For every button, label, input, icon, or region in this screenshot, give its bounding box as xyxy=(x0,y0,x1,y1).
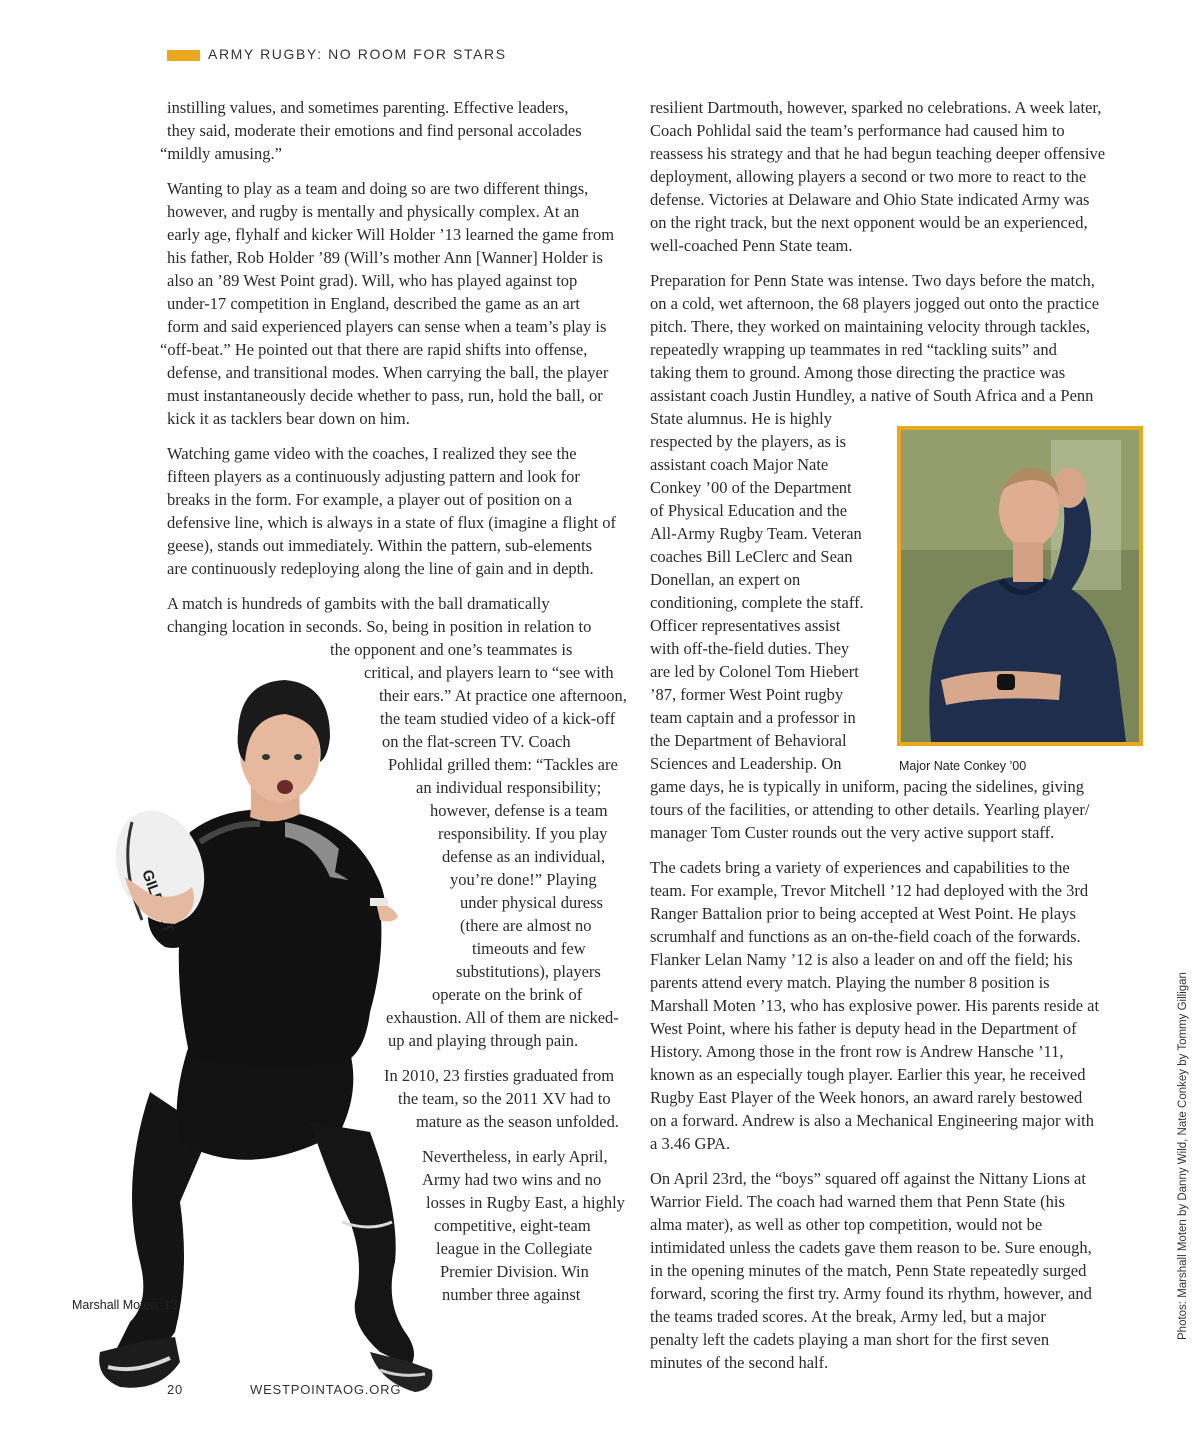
text-line: defensive line, which is always in a state of flux (imagine a flight of xyxy=(167,513,617,532)
text-line: an individual responsibility; xyxy=(416,778,602,797)
text-line: assistant coach Major Nate xyxy=(650,455,829,474)
text-line: Sciences and Leadership. On xyxy=(650,754,842,773)
footer-site: WESTPOINTAOG.ORG xyxy=(250,1382,402,1397)
text-line: repeatedly wrapping up teammates in red “tackling suits” and xyxy=(650,340,1057,359)
text-line: Marshall Moten ’13, who has explosive power. His parents reside at xyxy=(650,996,1100,1015)
text-line: team. For example, Trevor Mitchell ’12 had deployed with the 3rd xyxy=(650,881,1089,900)
text-line: coaches Bill LeClerc and Sean xyxy=(650,547,853,566)
text-line: In 2010, 23 firsties graduated from xyxy=(384,1066,615,1085)
text-line: in the opening minutes of the match, Penn State repeatedly surged xyxy=(650,1261,1087,1280)
paragraph xyxy=(160,96,638,165)
paragraph xyxy=(650,96,1120,257)
text-line: substitutions), players xyxy=(456,962,601,981)
paragraph xyxy=(160,1064,638,1133)
text-line: mature as the season unfolded. xyxy=(416,1112,619,1131)
text-line: on a cold, wet afternoon, the 68 players jogged out onto the practice xyxy=(650,294,1100,313)
text-line: reassess his strategy and that he had begun teaching deeper offensive xyxy=(650,144,1106,163)
text-line: of Physical Education and the xyxy=(650,501,848,520)
text-line: timeouts and few xyxy=(472,939,586,958)
text-line: losses in Rugby East, a highly xyxy=(426,1193,625,1212)
text-line: assistant coach Justin Hundley, a native of South Africa and a Penn xyxy=(650,386,1094,405)
header-accent-bar xyxy=(167,50,200,61)
text-line: under physical duress xyxy=(460,893,603,912)
text-line: known as an especially tough player. Earlier this year, he received xyxy=(650,1065,1086,1084)
text-line: exhaustion. All of them are nicked- xyxy=(386,1008,619,1027)
text-line: game days, he is typically in uniform, pacing the sidelines, giving xyxy=(650,777,1084,796)
text-line: defense. Victories at Delaware and Ohio State indicated Army was xyxy=(650,190,1090,209)
text-line: are led by Colonel Tom Hiebert xyxy=(650,662,859,681)
text-line: All-Army Rugby Team. Veteran xyxy=(650,524,862,543)
text-line: under-17 competition in England, described the game as an art xyxy=(167,294,580,313)
text-line: early age, flyhalf and kicker Will Holder ’13 learned the game from xyxy=(167,225,615,244)
text-line: changing location in seconds. So, being in position in relation to xyxy=(167,617,592,636)
text-line: are continuously redeploying along the line of gain and in depth. xyxy=(167,559,594,578)
text-line: respected by the players, as is xyxy=(650,432,847,451)
text-line: defense, and transitional modes. When carrying the ball, the player xyxy=(167,363,609,382)
text-line: Army had two wins and no xyxy=(422,1170,602,1189)
text-line: a 3.46 GPA. xyxy=(650,1134,731,1153)
text-line: number three against xyxy=(442,1285,581,1304)
text-line: forward, scoring the first try. Army found its rhythm, however, and xyxy=(650,1284,1092,1303)
text-line: pitch. There, they worked on maintaining velocity through tackles, xyxy=(650,317,1091,336)
text-line: A match is hundreds of gambits with the ball dramatically xyxy=(167,594,550,613)
text-line: On April 23rd, the “boys” squared off against the Nittany Lions at xyxy=(650,1169,1086,1188)
text-line: on the flat-screen TV. Coach xyxy=(382,732,571,751)
text-line: the opponent and one’s teammates is xyxy=(330,640,573,659)
page-number: 20 xyxy=(167,1382,184,1397)
text-line: they said, moderate their emotions and find personal accolades xyxy=(167,121,582,140)
paragraph xyxy=(650,856,1120,1155)
text-line: well-coached Penn State team. xyxy=(650,236,853,255)
text-line: Rugby East Player of the Week honors, an award rarely bestowed xyxy=(650,1088,1083,1107)
text-line: you’re done!” Playing xyxy=(450,870,597,889)
text-line: Officer representatives assist xyxy=(650,616,841,635)
article-left-column xyxy=(160,96,638,1318)
text-line: The cadets bring a variety of experiences and capabilities to the xyxy=(650,858,1070,877)
photo-credit: Photos: Marshall Moten by Danny Wild, Nate Conkey by Tommy Gilligan xyxy=(1177,972,1189,1340)
text-line: West Point, where his father is deputy head in the Department of xyxy=(650,1019,1077,1038)
text-line: on the right track, but the next opponent would be an experienced, xyxy=(650,213,1088,232)
text-line: kick it as tacklers bear down on him. xyxy=(167,409,410,428)
text-line: manager Tom Custer rounds out the very active support staff. xyxy=(650,823,1055,842)
paragraph xyxy=(650,1167,1120,1374)
text-line: parents attend every match. Playing the number 8 position is xyxy=(650,973,1050,992)
text-line: alma mater), as well as other top competition, would not be xyxy=(650,1215,1043,1234)
text-line: critical, and players learn to “see with xyxy=(364,663,614,682)
text-line: their ears.” At practice one afternoon, xyxy=(379,686,627,705)
text-line: however, defense is a team xyxy=(430,801,608,820)
text-line: Nevertheless, in early April, xyxy=(422,1147,608,1166)
text-line: responsibility. If you play xyxy=(438,824,608,843)
text-line: his father, Rob Holder ’89 (Will’s mother Ann [Wanner] Holder is xyxy=(167,248,603,267)
text-line: Flanker Lelan Namy ’12 is also a leader on and off the field; his xyxy=(650,950,1073,969)
text-line: taking them to ground. Among those directing the practice was xyxy=(650,363,1066,382)
text-line: penalty left the cadets playing a man short for the first seven xyxy=(650,1330,1050,1349)
text-line: operate on the brink of xyxy=(432,985,583,1004)
paragraph xyxy=(160,177,638,430)
text-line: team captain and a professor in xyxy=(650,708,856,727)
coach-photo-caption: Major Nate Conkey ’00 xyxy=(899,759,1027,773)
text-line: resilient Dartmouth, however, sparked no celebrations. A week later, xyxy=(650,98,1102,117)
text-line: scrumhalf and functions as an on-the-field coach of the forwards. xyxy=(650,927,1081,946)
text-line: Watching game video with the coaches, I realized they see the xyxy=(167,444,577,463)
text-line: must instantaneously decide whether to pass, run, hold the ball, or xyxy=(167,386,603,405)
text-line: defense as an individual, xyxy=(442,847,606,866)
text-line: “mildly amusing.” xyxy=(160,144,282,163)
text-line: competitive, eight-team xyxy=(434,1216,591,1235)
text-line: Donellan, an expert on xyxy=(650,570,801,589)
text-line: breaks in the form. For example, a player out of position on a xyxy=(167,490,573,509)
paragraph xyxy=(160,442,638,580)
text-line: also an ’89 West Point grad). Will, who has played against top xyxy=(167,271,578,290)
text-line: “off-beat.” He pointed out that there are rapid shifts into offense, xyxy=(160,340,588,359)
paragraph xyxy=(160,1145,638,1306)
text-line: Preparation for Penn State was intense. Two days before the match, xyxy=(650,271,1095,290)
text-line: deployment, allowing players a second or two more to react to the xyxy=(650,167,1087,186)
text-line: (there are almost no xyxy=(460,916,592,935)
text-line: tours of the facilities, or attending to other details. Yearling player/ xyxy=(650,800,1090,819)
text-line: up and playing through pain. xyxy=(388,1031,579,1050)
text-line: Ranger Battalion prior to being accepted at West Point. He plays xyxy=(650,904,1076,923)
text-line: form and said experienced players can sense when a team’s play is xyxy=(167,317,607,336)
text-line: minutes of the second half. xyxy=(650,1353,829,1372)
text-line: the team, so the 2011 XV had to xyxy=(398,1089,611,1108)
text-line: Conkey ’00 of the Department xyxy=(650,478,852,497)
section-header: ARMY RUGBY: NO ROOM FOR STARS xyxy=(208,46,507,62)
text-line: however, and rugby is mentally and physically complex. At an xyxy=(167,202,580,221)
text-line: fifteen players as a continuously adjusting pattern and look for xyxy=(167,467,580,486)
text-line: league in the Collegiate xyxy=(436,1239,593,1258)
player-photo-caption: Marshall Moten ’13 xyxy=(72,1298,178,1312)
text-line: intimidated unless the cadets gave them reason to be. Sure enough, xyxy=(650,1238,1092,1257)
text-line: ’87, former West Point rugby xyxy=(650,685,844,704)
text-line: Warrior Field. The coach had warned them that Penn State (his xyxy=(650,1192,1065,1211)
text-line: with off-the-field duties. They xyxy=(650,639,850,658)
text-line: geese), stands out immediately. Within the pattern, sub-elements xyxy=(167,536,593,555)
text-line: the Department of Behavioral xyxy=(650,731,847,750)
text-line: conditioning, complete the staff. xyxy=(650,593,864,612)
paragraph xyxy=(160,592,638,1052)
text-line: on a forward. Andrew is also a Mechanical Engineering major with xyxy=(650,1111,1094,1130)
text-line: Coach Pohlidal said the team’s performance had caused him to xyxy=(650,121,1065,140)
coach-photo xyxy=(897,426,1143,746)
text-line: Pohlidal grilled them: “Tackles are xyxy=(388,755,618,774)
text-line: the team studied video of a kick-off xyxy=(380,709,616,728)
text-line: Premier Division. Win xyxy=(440,1262,589,1281)
text-line: Wanting to play as a team and doing so are two different things, xyxy=(167,179,589,198)
text-line: instilling values, and sometimes parenting. Effective leaders, xyxy=(167,98,569,117)
text-line: History. Among those in the front row is Andrew Hansche ’11, xyxy=(650,1042,1064,1061)
text-line: State alumnus. He is highly xyxy=(650,409,832,428)
text-line: the teams traded scores. At the break, Army led, but a major xyxy=(650,1307,1046,1326)
